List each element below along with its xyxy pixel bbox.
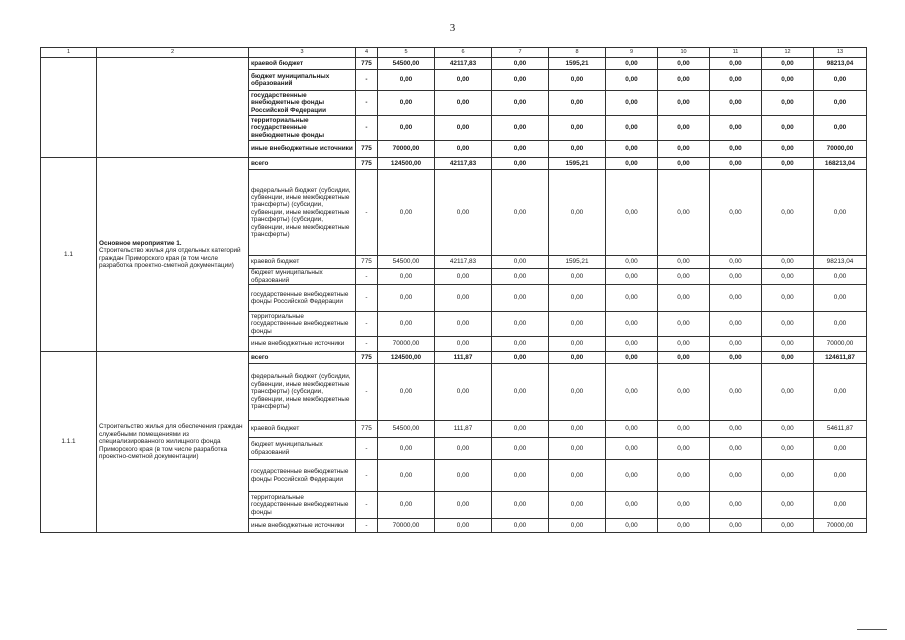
- funding-source: федеральный бюджет (субсидии, субвенции, иные межбюджетные трансферты) (субсидии, субвенции, иные межбюджетные трансферты): [249, 364, 356, 421]
- year-value: 0,00: [658, 519, 710, 533]
- year-value: 0,00: [762, 312, 814, 337]
- admin-code: -: [356, 312, 378, 337]
- year-value: 0,00: [492, 70, 549, 91]
- total-value: 0,00: [814, 285, 867, 312]
- funding-source: иные внебюджетные источники: [249, 519, 356, 533]
- year-value: 0,00: [549, 91, 606, 116]
- year-value: 0,00: [762, 421, 814, 438]
- year-value: 0,00: [492, 141, 549, 158]
- year-value: 0,00: [549, 492, 606, 519]
- year-value: 54500,00: [378, 58, 435, 70]
- section-code: 1.1.1: [41, 352, 97, 533]
- admin-code: -: [356, 337, 378, 352]
- year-value: 1595,21: [549, 158, 606, 170]
- year-value: 0,00: [710, 492, 762, 519]
- admin-code: -: [356, 492, 378, 519]
- year-value: 42117,83: [435, 158, 492, 170]
- year-value: 0,00: [492, 170, 549, 256]
- year-value: 0,00: [606, 256, 658, 269]
- admin-code: 775: [356, 141, 378, 158]
- year-value: 0,00: [710, 269, 762, 285]
- budget-table: [40, 47, 867, 533]
- funding-source: территориальные государственные внебюджетные фонды: [249, 312, 356, 337]
- year-value: 0,00: [435, 141, 492, 158]
- year-value: 0,00: [435, 364, 492, 421]
- page-number: 3: [449, 22, 456, 34]
- year-value: 0,00: [435, 337, 492, 352]
- year-value: 0,00: [378, 70, 435, 91]
- funding-source: краевой бюджет: [249, 256, 356, 269]
- year-value: 0,00: [710, 116, 762, 141]
- year-value: 0,00: [762, 170, 814, 256]
- year-value: 0,00: [492, 285, 549, 312]
- year-value: 0,00: [658, 170, 710, 256]
- year-value: 0,00: [549, 70, 606, 91]
- admin-code: 775: [356, 256, 378, 269]
- year-value: 0,00: [435, 70, 492, 91]
- admin-code: -: [356, 460, 378, 492]
- total-value: 70000,00: [814, 519, 867, 533]
- year-value: 0,00: [710, 141, 762, 158]
- header-cell: 12: [762, 48, 814, 58]
- total-value: 0,00: [814, 312, 867, 337]
- year-value: 0,00: [658, 352, 710, 364]
- admin-code: 775: [356, 158, 378, 170]
- total-value: 0,00: [814, 438, 867, 460]
- year-value: 0,00: [658, 116, 710, 141]
- funding-source: территориальные государственные внебюджетные фонды: [249, 492, 356, 519]
- year-value: 0,00: [378, 285, 435, 312]
- year-value: 124500,00: [378, 158, 435, 170]
- total-value: 70000,00: [814, 337, 867, 352]
- year-value: 0,00: [710, 364, 762, 421]
- year-value: 0,00: [606, 519, 658, 533]
- admin-code: -: [356, 269, 378, 285]
- year-value: 0,00: [710, 421, 762, 438]
- year-value: 0,00: [762, 116, 814, 141]
- year-value: 0,00: [710, 460, 762, 492]
- year-value: 0,00: [606, 141, 658, 158]
- year-value: 0,00: [658, 438, 710, 460]
- table-row: [41, 158, 867, 170]
- year-value: 0,00: [658, 337, 710, 352]
- year-value: 0,00: [606, 312, 658, 337]
- year-value: 0,00: [549, 170, 606, 256]
- year-value: 0,00: [492, 312, 549, 337]
- year-value: 0,00: [378, 492, 435, 519]
- total-value: 54611,87: [814, 421, 867, 438]
- year-value: 0,00: [492, 116, 549, 141]
- year-value: 0,00: [710, 285, 762, 312]
- total-value: 0,00: [814, 460, 867, 492]
- funding-source: краевой бюджет: [249, 58, 356, 70]
- year-value: 0,00: [762, 269, 814, 285]
- year-value: 0,00: [549, 364, 606, 421]
- year-value: 0,00: [658, 460, 710, 492]
- year-value: 0,00: [658, 285, 710, 312]
- year-value: 0,00: [762, 519, 814, 533]
- admin-code: -: [356, 438, 378, 460]
- admin-code: -: [356, 519, 378, 533]
- year-value: 0,00: [492, 492, 549, 519]
- year-value: 0,00: [658, 269, 710, 285]
- year-value: 0,00: [549, 269, 606, 285]
- year-value: 0,00: [710, 519, 762, 533]
- year-value: 0,00: [658, 312, 710, 337]
- funding-source: бюджет муниципальных образований: [249, 70, 356, 91]
- year-value: 0,00: [762, 91, 814, 116]
- funding-source: иные внебюджетные источники: [249, 337, 356, 352]
- year-value: 0,00: [549, 285, 606, 312]
- year-value: 0,00: [762, 141, 814, 158]
- funding-source: государственные внебюджетные фонды Российской Федерации: [249, 285, 356, 312]
- year-value: 0,00: [549, 460, 606, 492]
- year-value: 111,87: [435, 421, 492, 438]
- year-value: 0,00: [378, 312, 435, 337]
- funding-source: федеральный бюджет (субсидии, субвенции, иные межбюджетные трансферты) (субсидии, субвенции, иные межбюджетные трансферты) (субсидии, субвенции, иные межбюджетные трансферты): [249, 170, 356, 256]
- funding-source: иные внебюджетные источники: [249, 141, 356, 158]
- section-code: [41, 58, 97, 158]
- year-value: 70000,00: [378, 141, 435, 158]
- year-value: 1595,21: [549, 256, 606, 269]
- year-value: 0,00: [549, 421, 606, 438]
- year-value: 0,00: [606, 421, 658, 438]
- year-value: 0,00: [435, 91, 492, 116]
- year-value: 0,00: [710, 91, 762, 116]
- year-value: 54500,00: [378, 421, 435, 438]
- year-value: 0,00: [762, 70, 814, 91]
- admin-code: 775: [356, 421, 378, 438]
- year-value: 0,00: [435, 460, 492, 492]
- funding-source: бюджет муниципальных образований: [249, 438, 356, 460]
- total-value: 70000,00: [814, 141, 867, 158]
- year-value: 0,00: [762, 364, 814, 421]
- year-value: 0,00: [710, 438, 762, 460]
- year-value: 54500,00: [378, 256, 435, 269]
- year-value: 0,00: [606, 70, 658, 91]
- header-cell: 6: [435, 48, 492, 58]
- table-row: [41, 58, 867, 70]
- year-value: 0,00: [435, 492, 492, 519]
- section-title: Основное мероприятие 1.: [99, 239, 182, 247]
- year-value: 0,00: [549, 438, 606, 460]
- year-value: 0,00: [378, 269, 435, 285]
- admin-code: -: [356, 170, 378, 256]
- year-value: 0,00: [378, 438, 435, 460]
- year-value: 0,00: [549, 116, 606, 141]
- year-value: 0,00: [435, 116, 492, 141]
- year-value: 0,00: [606, 58, 658, 70]
- year-value: 0,00: [492, 256, 549, 269]
- header-cell: 3: [249, 48, 356, 58]
- year-value: 0,00: [492, 269, 549, 285]
- year-value: 0,00: [378, 91, 435, 116]
- year-value: 0,00: [762, 438, 814, 460]
- year-value: 0,00: [606, 352, 658, 364]
- funding-source: всего: [249, 158, 356, 170]
- total-value: 168213,04: [814, 158, 867, 170]
- header-cell: 7: [492, 48, 549, 58]
- funding-source: государственные внебюджетные фонды Российской Федерации: [249, 91, 356, 116]
- section-description: [97, 158, 249, 352]
- year-value: 0,00: [378, 116, 435, 141]
- header-cell: 9: [606, 48, 658, 58]
- total-value: 0,00: [814, 70, 867, 91]
- year-value: 0,00: [492, 364, 549, 421]
- year-value: 0,00: [710, 312, 762, 337]
- year-value: 0,00: [549, 352, 606, 364]
- year-value: 0,00: [710, 58, 762, 70]
- total-value: 0,00: [814, 116, 867, 141]
- year-value: 0,00: [606, 91, 658, 116]
- admin-code: 775: [356, 58, 378, 70]
- funding-source: государственные внебюджетные фонды Российской Федерации: [249, 460, 356, 492]
- year-value: 0,00: [710, 158, 762, 170]
- year-value: 0,00: [762, 492, 814, 519]
- year-value: 0,00: [762, 337, 814, 352]
- funding-source: краевой бюджет: [249, 421, 356, 438]
- admin-code: -: [356, 116, 378, 141]
- year-value: 0,00: [658, 158, 710, 170]
- admin-code: -: [356, 70, 378, 91]
- year-value: 0,00: [762, 256, 814, 269]
- year-value: 0,00: [762, 285, 814, 312]
- year-value: 0,00: [710, 352, 762, 364]
- admin-code: -: [356, 91, 378, 116]
- funding-source: всего: [249, 352, 356, 364]
- total-value: 0,00: [814, 492, 867, 519]
- header-cell: 10: [658, 48, 710, 58]
- header-row: [41, 48, 867, 58]
- year-value: 111,87: [435, 352, 492, 364]
- year-value: 0,00: [492, 421, 549, 438]
- year-value: 0,00: [710, 337, 762, 352]
- year-value: 0,00: [549, 519, 606, 533]
- year-value: 0,00: [606, 285, 658, 312]
- total-value: 0,00: [814, 364, 867, 421]
- year-value: 0,00: [492, 438, 549, 460]
- header-cell: 5: [378, 48, 435, 58]
- year-value: 0,00: [658, 364, 710, 421]
- year-value: 0,00: [492, 519, 549, 533]
- year-value: 0,00: [762, 352, 814, 364]
- year-value: 1595,21: [549, 58, 606, 70]
- header-cell: 8: [549, 48, 606, 58]
- year-value: 0,00: [492, 58, 549, 70]
- year-value: 70000,00: [378, 519, 435, 533]
- year-value: 0,00: [435, 519, 492, 533]
- year-value: 0,00: [606, 492, 658, 519]
- year-value: 0,00: [492, 352, 549, 364]
- table-body: [41, 58, 867, 533]
- year-value: 0,00: [606, 158, 658, 170]
- year-value: 124500,00: [378, 352, 435, 364]
- year-value: 0,00: [606, 460, 658, 492]
- year-value: 0,00: [549, 337, 606, 352]
- year-value: 42117,83: [435, 58, 492, 70]
- header-cell: 4: [356, 48, 378, 58]
- year-value: 70000,00: [378, 337, 435, 352]
- year-value: 0,00: [492, 337, 549, 352]
- header-cell: 13: [814, 48, 867, 58]
- section-code: 1.1: [41, 158, 97, 352]
- total-value: 0,00: [814, 170, 867, 256]
- year-value: 0,00: [606, 438, 658, 460]
- year-value: 0,00: [435, 269, 492, 285]
- admin-code: 775: [356, 352, 378, 364]
- year-value: 0,00: [762, 58, 814, 70]
- admin-code: -: [356, 364, 378, 421]
- total-value: 98213,04: [814, 58, 867, 70]
- year-value: 0,00: [658, 141, 710, 158]
- year-value: 0,00: [378, 364, 435, 421]
- year-value: 0,00: [606, 337, 658, 352]
- total-value: 0,00: [814, 269, 867, 285]
- year-value: 0,00: [378, 170, 435, 256]
- funding-source: территориальные государственные внебюджетные фонды: [249, 116, 356, 141]
- year-value: 0,00: [762, 460, 814, 492]
- section-description-text: Строительство жилья для обеспечения граждан служебными помещениями из специализированного жилищного фонда Приморского края (в том числе разработка проектно-сметной документации): [99, 423, 243, 461]
- year-value: 0,00: [606, 116, 658, 141]
- year-value: 0,00: [606, 269, 658, 285]
- year-value: 0,00: [710, 70, 762, 91]
- admin-code: -: [356, 285, 378, 312]
- year-value: 0,00: [762, 158, 814, 170]
- header-cell: 1: [41, 48, 97, 58]
- year-value: 0,00: [710, 170, 762, 256]
- section-description-text: Строительство жилья для отдельных категорий граждан Приморского края (в том числе разработка проектно-сметной документации): [99, 247, 241, 269]
- year-value: 0,00: [492, 91, 549, 116]
- year-value: 0,00: [378, 460, 435, 492]
- table-row: [41, 352, 867, 364]
- year-value: 42117,83: [435, 256, 492, 269]
- year-value: 0,00: [658, 256, 710, 269]
- year-value: 0,00: [658, 421, 710, 438]
- year-value: 0,00: [658, 492, 710, 519]
- year-value: 0,00: [606, 364, 658, 421]
- year-value: 0,00: [435, 312, 492, 337]
- section-description: [97, 352, 249, 533]
- year-value: 0,00: [606, 170, 658, 256]
- year-value: 0,00: [492, 158, 549, 170]
- header-cell: 11: [710, 48, 762, 58]
- year-value: 0,00: [710, 256, 762, 269]
- year-value: 0,00: [435, 170, 492, 256]
- total-value: 124611,87: [814, 352, 867, 364]
- year-value: 0,00: [658, 91, 710, 116]
- year-value: 0,00: [435, 438, 492, 460]
- funding-source: бюджет муниципальных образований: [249, 269, 356, 285]
- year-value: 0,00: [658, 70, 710, 91]
- header-cell: 2: [97, 48, 249, 58]
- year-value: 0,00: [549, 312, 606, 337]
- year-value: 0,00: [492, 460, 549, 492]
- total-value: 0,00: [814, 91, 867, 116]
- year-value: 0,00: [658, 58, 710, 70]
- year-value: 0,00: [549, 141, 606, 158]
- total-value: 98213,04: [814, 256, 867, 269]
- section-description: [97, 58, 249, 158]
- scan-mark: [857, 629, 887, 630]
- year-value: 0,00: [435, 285, 492, 312]
